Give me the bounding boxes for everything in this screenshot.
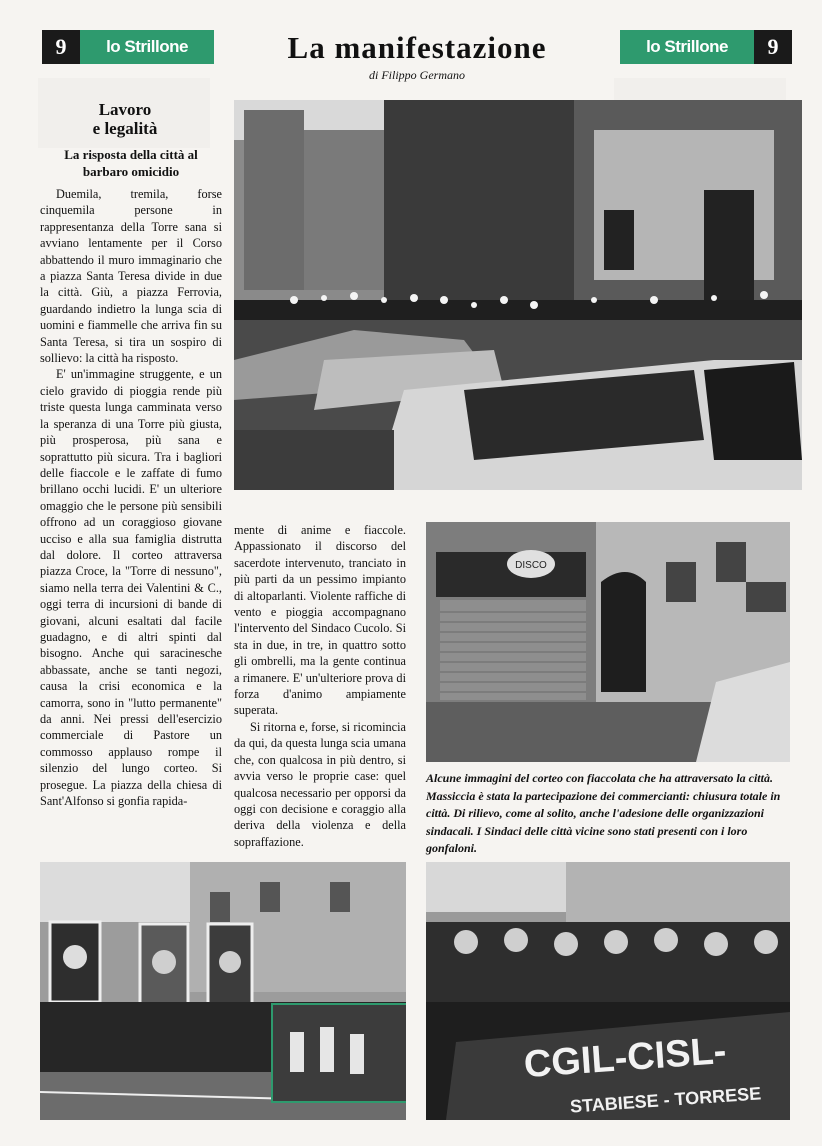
paragraph: mente di anime e fiaccole. Appassionato il discorso del sacerdote intervenuto, tranciato in più parti da un pessimo impianto di altoparlanti. Violente raffiche di vento e pioggia accompagnano l'intervento del Sindaco Cucolo. Si sta in due, in tre, in quattro sotto gli ombrelli, ma la gente continua a rimanere. E' un'ulteriore prova di forza d'animo ampiamente superata. [234, 523, 406, 718]
brand-logo-right: lo Strillone [620, 30, 754, 64]
photo-closed-shop-shutters [426, 522, 790, 762]
shop-sign-text: DISCO [515, 560, 547, 571]
article-column-1 [40, 186, 222, 856]
paragraph: Duemila, tremila, forse cinquemila persone in rappresentanza della Torre sana si avviano lentamente per il Corso abbattendo il muro immaginario che a piazza Santa Teresa divide in due la città. Giù, a piazza Ferrovia, guardando indietro la lunga scia di uomini e fiammelle che arriva fin su Santa Teresa, si tira un sospiro di sollievo: la città ha risposto. [40, 187, 222, 366]
page-number-right: 9 [754, 30, 792, 64]
kicker-line: Lavoro [98, 100, 152, 119]
banner-text: CGIL-CISL- [522, 1030, 728, 1087]
banner-subtext: STABIESE - TORRESE [569, 1083, 762, 1117]
photo-union-banner [426, 862, 790, 1120]
brand-logo-left: lo Strillone [80, 30, 214, 64]
page-title: La manifestazione [287, 30, 547, 65]
article-kicker [40, 100, 210, 138]
subkicker-line: barbaro omicidio [82, 164, 180, 179]
paragraph: E' un'immagine struggente, e un cielo gravido di pioggia rende più triste questa lunga camminata verso la speranza di una Torre più giusta, più prosperosa, più sana e soprattutto più sicura. Tra i bagliori delle fiaccole e le zaffate di fumo brillano occhi lucidi. E' un ulteriore omaggio che le persone più sensibili offrono ad un coraggioso giovane ucciso e alla sua famiglia distrutta dal dolore. Il corteo attraversa piazza Croce, la "Torre di nessuno", siamo nella terra dei Valentini & C., oggi terra di incursioni di bande di giovani, alcuni esaltati dal facile guadagno, e di altri spinti dal bisogno. Anche qui saracinesche abbassate, anche se tanti negozi, causa la crisi economica e la camorra, sono in "lutto permanente" da anni. Nei pressi dell'esercizio commerciale di Pastore un commosso applauso rompe il silenzio del lungo corteo. Si prosegue. La piazza della chiesa di Sant'Alfonso si gonfia rapida- [40, 367, 222, 809]
paragraph: Si ritorna e, forse, si ricomincia da qui, da questa lunga scia umana che, con qualcosa in più dentro, si avvia verso le proprie case: quel qualcosa necessario per opporsi da oggi con decisione e coraggio alla deriva della violenza e della sopraffazione. [234, 719, 406, 849]
kicker-line: e legalità [92, 119, 158, 138]
photo-municipal-banners [40, 862, 406, 1120]
photo-taxi-torchlight-procession [234, 100, 802, 490]
subkicker-line: La risposta della città al [64, 147, 198, 162]
page-number-left: 9 [42, 30, 80, 64]
photo-caption: Alcune immagini del corteo con fiaccolata che ha attraversato la città. Massiccia è stata la partecipazione dei commercianti: chiusura totale in città. Di rilievo, come al solito, anche l'adesione delle organizzazioni sindacali. I Sindaci delle città vicine sono stati presenti con i loro gonfaloni. [426, 771, 781, 855]
article-column-2 [234, 522, 406, 856]
article-subkicker [40, 146, 222, 180]
byline: di Filippo Germano [369, 68, 465, 82]
